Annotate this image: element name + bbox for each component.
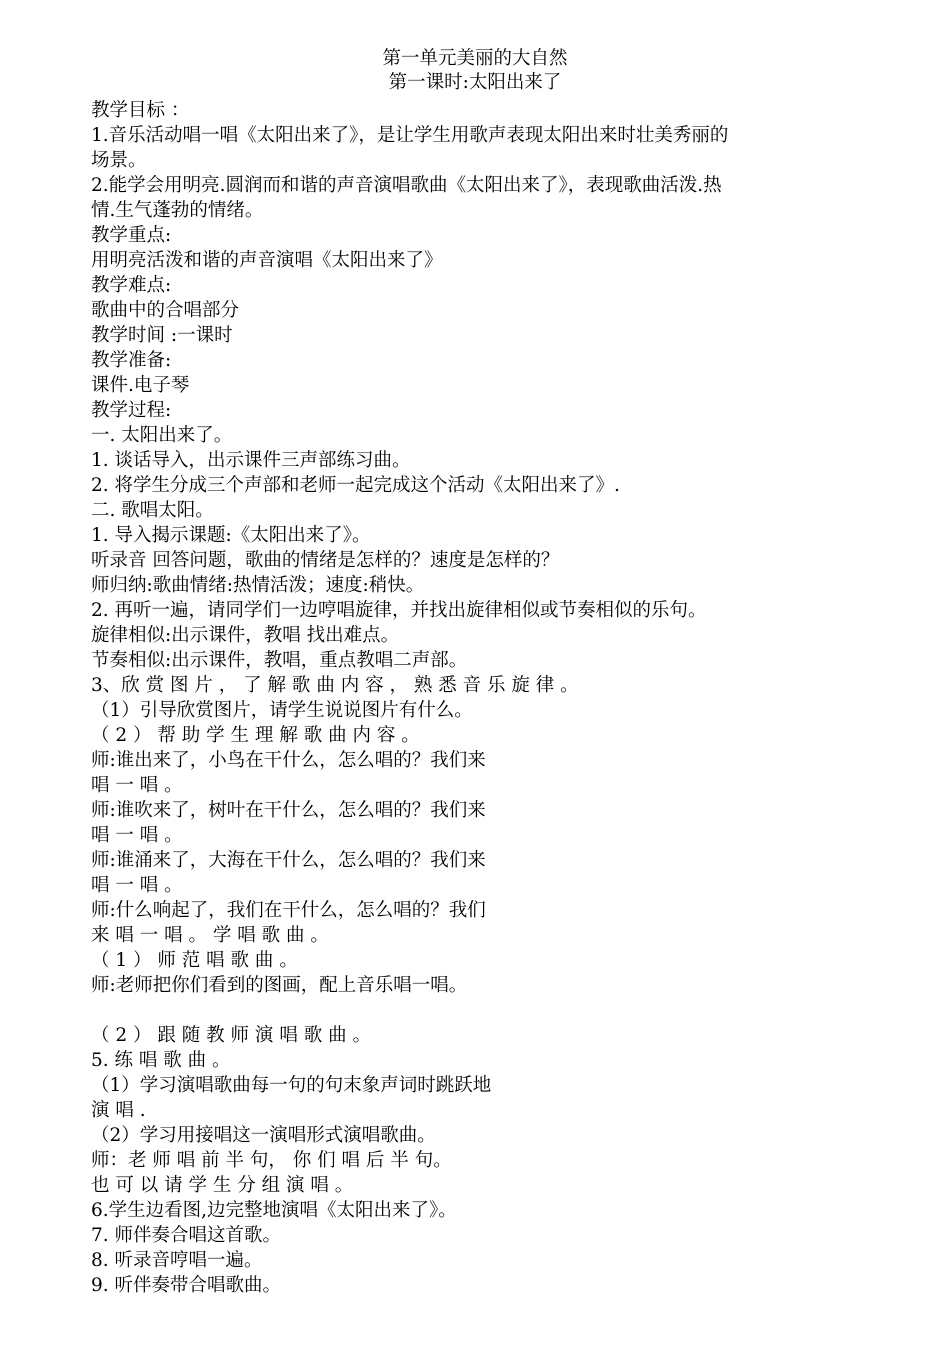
text-line: 也 可 以 请 学 生 分 组 演 唱 。 xyxy=(91,1175,354,1196)
unit-title: 第一单元美丽的大自然 xyxy=(382,48,568,69)
text-line: 教学重点: xyxy=(91,225,172,246)
lesson-plan-body xyxy=(91,98,871,1298)
text-line: 来 唱 一 唱 。 学 唱 歌 曲 。 xyxy=(91,925,329,946)
text-line: 唱 一 唱 。 xyxy=(91,775,183,796)
text-line: 听录音 回答问题，歌曲的情绪是怎样的？速度是怎样的？ xyxy=(91,550,560,571)
text-line: 师:谁出来了，小鸟在干什么，怎么唱的？我们来 xyxy=(91,750,486,771)
text-line: 二. 歌唱太阳。 xyxy=(91,500,214,521)
text-line: （ 2 ） 跟 随 教 师 演 唱 歌 曲 。 xyxy=(91,1025,371,1046)
text-line: 1. 谈话导入，出示课件三声部练习曲。 xyxy=(91,450,411,471)
text-line: 师归纳:歌曲情绪:热情活泼；速度:稍快。 xyxy=(91,575,425,596)
text-line: 一. 太阳出来了。 xyxy=(91,425,233,446)
text-line: 3、欣 赏 图 片 ， 了 解 歌 曲 内 容 ， 熟 悉 音 乐 旋 律 。 xyxy=(91,675,579,696)
text-line: （ 2 ） 帮 助 学 生 理 解 歌 曲 内 容 。 xyxy=(91,725,420,746)
text-line: 师:谁吹来了，树叶在干什么，怎么唱的？我们来 xyxy=(91,800,486,821)
text-line: 教学时间 :一课时 xyxy=(91,325,233,346)
text-line: 2. 再听一遍，请同学们一边哼唱旋律，并找出旋律相似或节奏相似的乐句。 xyxy=(91,600,707,621)
text-line: 5. 练 唱 歌 曲 。 xyxy=(91,1050,231,1071)
text-line: 课件.电子琴 xyxy=(91,375,190,396)
text-line: 教学目标 ： xyxy=(91,100,190,121)
text-line: 旋律相似:出示课件，教唱 找出难点。 xyxy=(91,625,400,646)
text-line: 师:什么响起了，我们在干什么，怎么唱的？我们 xyxy=(91,900,486,921)
text-line: 歌曲中的合唱部分 xyxy=(91,300,240,321)
text-line: 唱 一 唱 。 xyxy=(91,825,183,846)
text-line: （1）学习演唱歌曲每一句的句末象声词时跳跃地 xyxy=(91,1075,492,1096)
text-line: 师:谁涌来了，大海在干什么，怎么唱的？我们来 xyxy=(91,850,486,871)
text-line: 1.音乐活动唱一唱《太阳出来了》，是让学生用歌声表现太阳出来时壮美秀丽的 xyxy=(91,125,729,146)
text-line: 师：老 师 唱 前 半 句， 你 们 唱 后 半 句。 xyxy=(91,1150,452,1171)
text-line: 节奏相似:出示课件，教唱，重点教唱二声部。 xyxy=(91,650,468,671)
text-line: 教学过程: xyxy=(91,400,172,421)
text-line: 师:老师把你们看到的图画，配上音乐唱一唱。 xyxy=(91,975,468,996)
text-line: 教学准备: xyxy=(91,350,172,371)
text-line: （2）学习用接唱这一演唱形式演唱歌曲。 xyxy=(91,1125,436,1146)
text-line: 6.学生边看图,边完整地演唱《太阳出来了》。 xyxy=(91,1200,457,1221)
text-line: 2.能学会用明亮.圆润而和谐的声音演唱歌曲《太阳出来了》，表现歌曲活泼.热 xyxy=(91,175,722,196)
text-line: 演 唱 . xyxy=(91,1100,146,1121)
text-line: 8. 听录音哼唱一遍。 xyxy=(91,1250,263,1271)
text-line: （ 1 ） 师 范 唱 歌 曲 。 xyxy=(91,950,298,971)
text-line: （1）引导欣赏图片，请学生说说图片有什么。 xyxy=(91,700,473,721)
text-line: 场景。 xyxy=(91,150,147,171)
text-line: 用明亮活泼和谐的声音演唱《太阳出来了》 xyxy=(91,250,443,271)
text-line: 1. 导入揭示课题:《太阳出来了》。 xyxy=(91,525,371,546)
lesson-title: 第一课时:太阳出来了 xyxy=(388,72,562,93)
text-line: 9. 听伴奏带合唱歌曲。 xyxy=(91,1275,282,1296)
text-line: 唱 一 唱 。 xyxy=(91,875,183,896)
text-line: 情.生气蓬勃的情绪。 xyxy=(91,200,264,221)
text-line: 7. 师伴奏合唱这首歌。 xyxy=(91,1225,282,1246)
text-line: 2. 将学生分成三个声部和老师一起完成这个活动《太阳出来了》. xyxy=(91,475,620,496)
blank-line xyxy=(91,998,871,1023)
text-line: 教学难点: xyxy=(91,275,172,296)
